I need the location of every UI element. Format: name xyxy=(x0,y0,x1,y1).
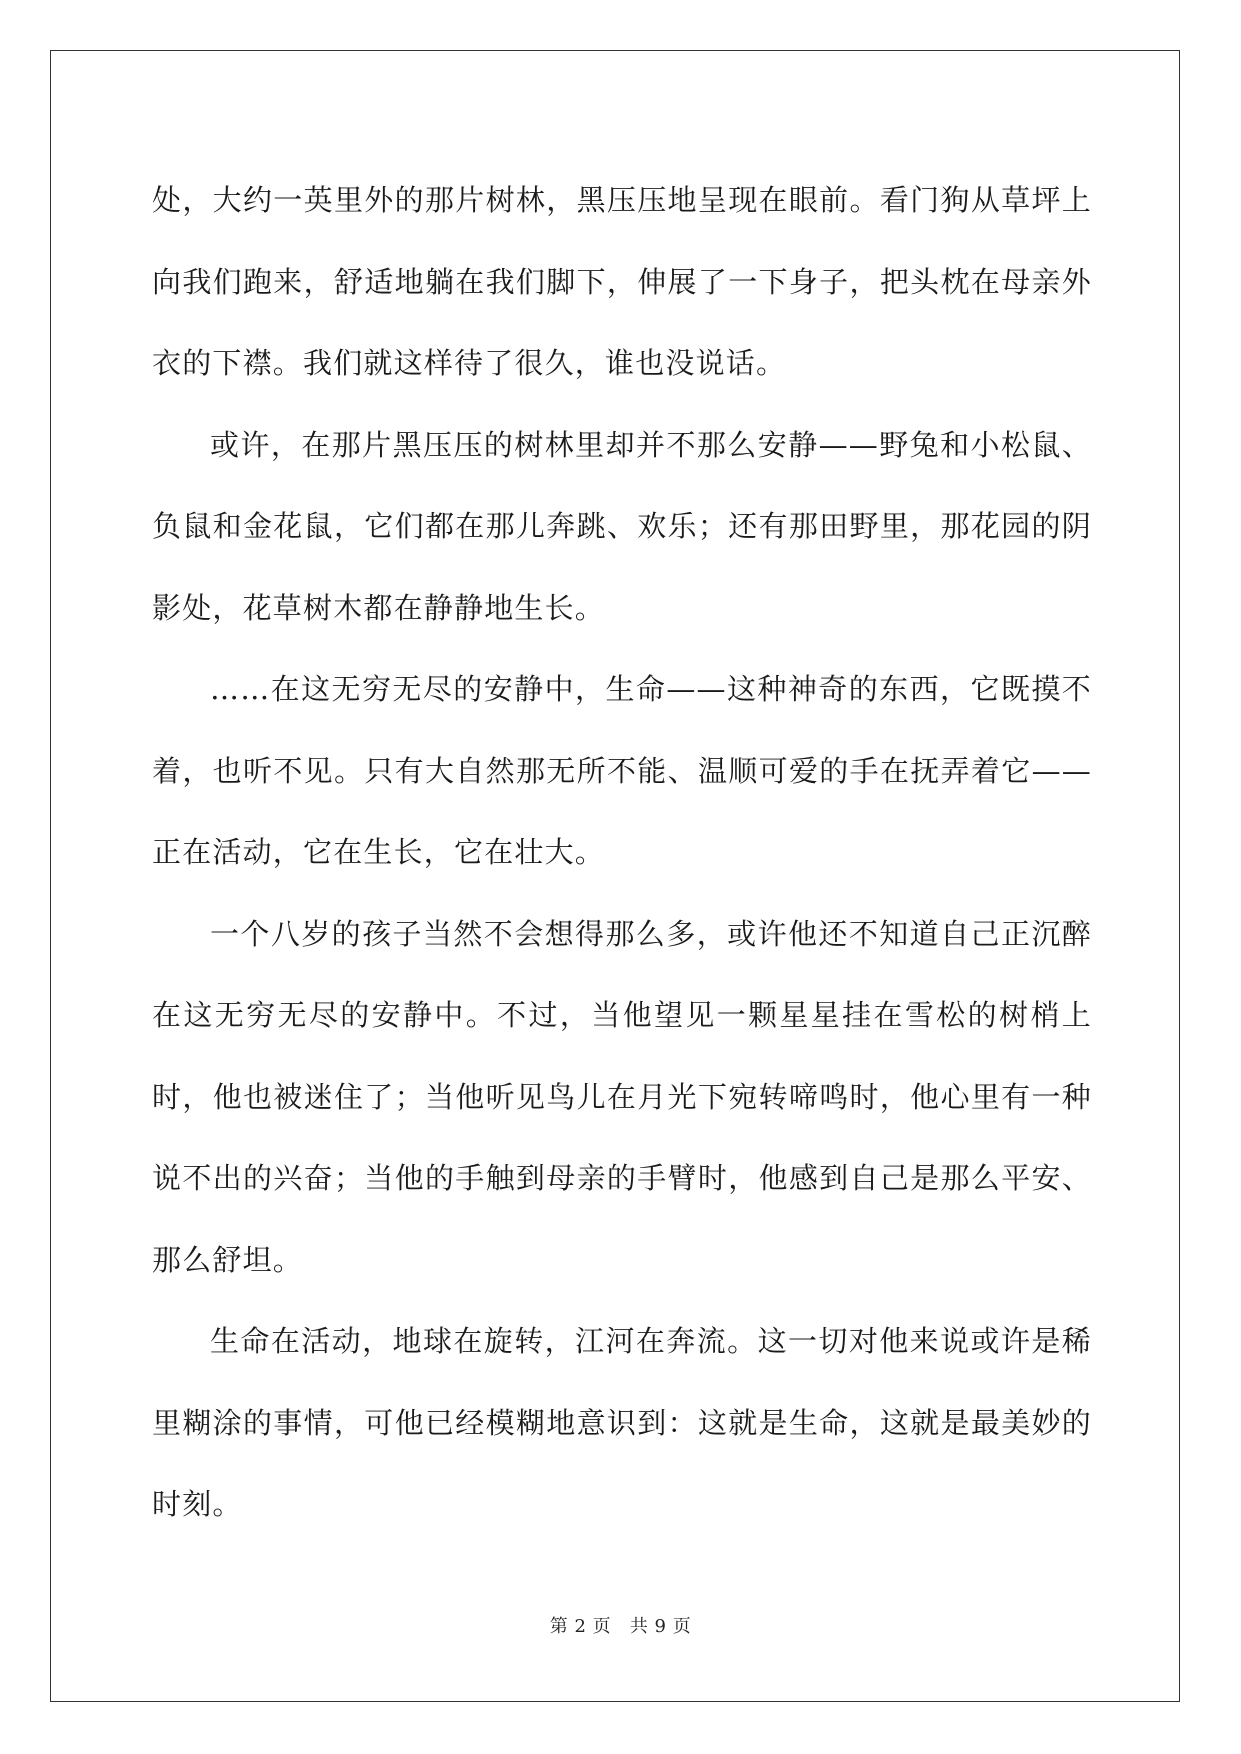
page-number-label: 第 2 页 共 9 页 xyxy=(549,1616,692,1637)
paragraph-3: ……在这无穷无尽的安静中，生命——这种神奇的东西，它既摸不着，也听不见。只有大自然那无所不能、温顺可爱的手在抚弄着它——正在活动，它在生长，它在壮大。 xyxy=(152,672,1092,869)
page-footer xyxy=(0,1612,1241,1638)
paragraph-5: 生命在活动，地球在旋转，江河在奔流。这一切对他来说或许是稀里糊涂的事情，可他已经模糊地意识到：这就是生命，这就是最美妙的时刻。 xyxy=(152,1324,1092,1521)
document-body xyxy=(152,160,1092,1546)
paragraph-2: 或许，在那片黑压压的树林里却并不那么安静——野兔和小松鼠、负鼠和金花鼠，它们都在那儿奔跳、欢乐；还有那田野里，那花园的阴影处，花草树木都在静静地生长。 xyxy=(152,427,1092,625)
paragraph-1: 处，大约一英里外的那片树林，黑压压地呈现在眼前。看门狗从草坪上向我们跑来，舒适地躺在我们脚下，伸展了一下身子，把头枕在母亲外衣的下襟。我们就这样待了很久，谁也没说话。 xyxy=(152,183,1092,380)
paragraph-4: 一个八岁的孩子当然不会想得那么多，或许他还不知道自己正沉醉在这无穷无尽的安静中。不过，当他望见一颗星星挂在雪松的树梢上时，他也被迷住了；当他听见鸟儿在月光下宛转啼鸣时，他心里有一种说不出的兴奋；当他的手触到母亲的手臂时，他感到自己是那么平安、那么舒坦。 xyxy=(152,916,1092,1277)
